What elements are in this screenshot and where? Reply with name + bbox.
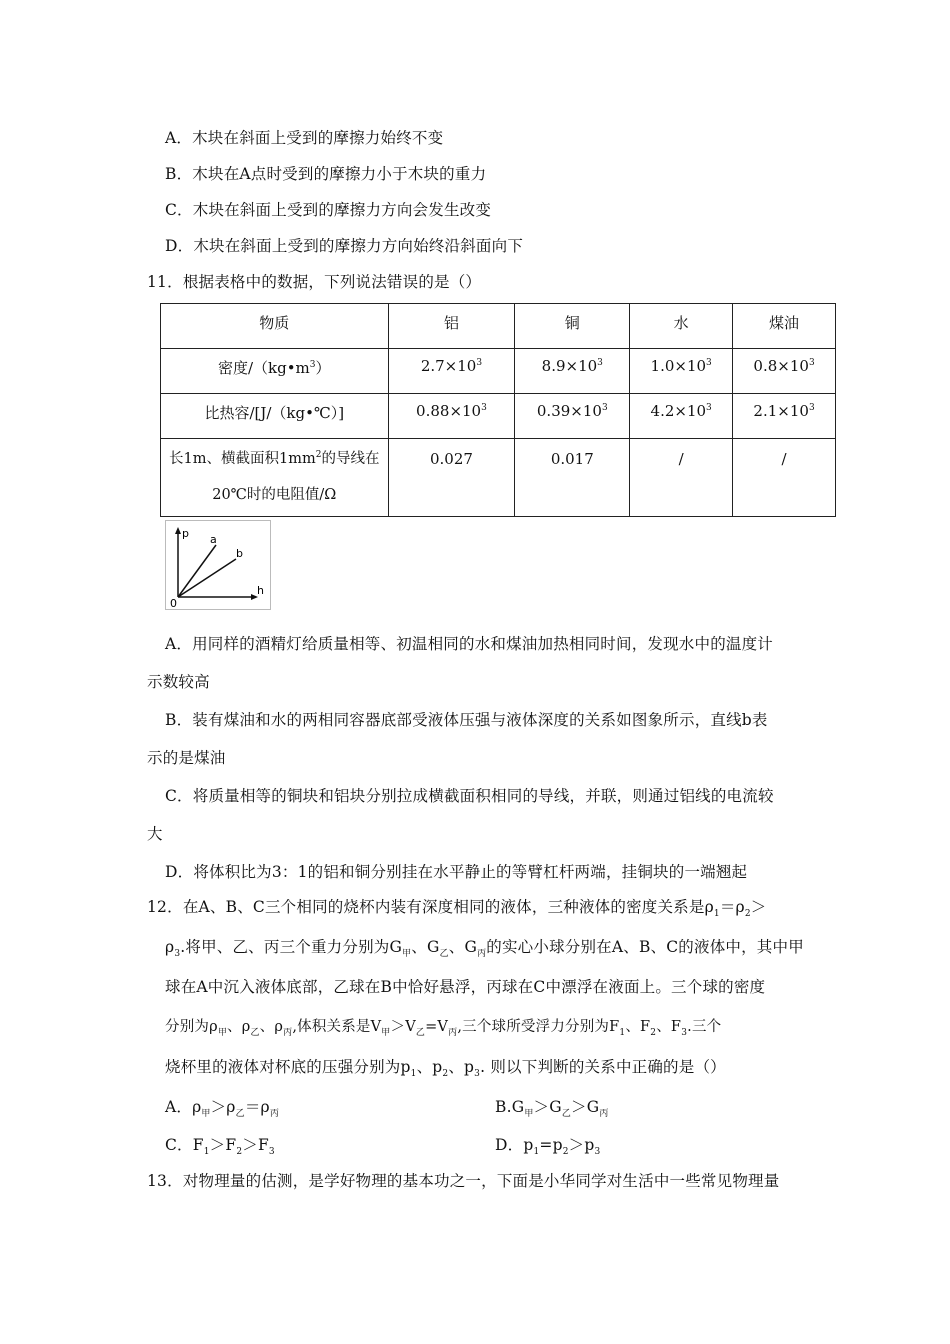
q11-option-b-line1: B．装有煤油和水的两相同容器底部受液体压强与液体深度的关系如图象所示，直线b表 (165, 711, 768, 729)
q11-option-b-line2: 示的是煤油 (147, 749, 226, 767)
heat-water: $4.2\times 10^3$ (630, 394, 733, 439)
q10-option-d: D．木块在斜面上受到的摩擦力方向始终沿斜面向下 (165, 237, 524, 255)
q10-option-c: C．木块在斜面上受到的摩擦力方向会发生改变 (165, 201, 492, 219)
header-substance: 物质 (161, 304, 389, 349)
table-row-density (161, 349, 836, 394)
heat-label: 比热容/[J/（kg•℃）] (161, 394, 389, 439)
q12-option-b: $B.G_甲>G_乙>G_丙$ (495, 1098, 609, 1120)
table-header-row (161, 304, 836, 349)
q10-option-b: B．木块在A点时受到的摩擦力小于木块的重力 (165, 165, 487, 183)
q12-stem-line5: 烧杯里的液体对杯底的压强分别为$p_1$、$p_2$、$p_3$. 则以下判断的关系中正确的是（） (165, 1058, 726, 1080)
pressure-depth-graph (165, 520, 271, 610)
density-water: $1.0\times 10^3$ (630, 349, 733, 394)
q12-stem-line2: $\rho_3$.将甲、乙、丙三个重力分别为$G_甲$、$G_乙$、$G_丙$的实心小球分别在A、B、C的液体中，其中甲 (165, 938, 804, 960)
resistance-copper: 0.017 (515, 439, 630, 517)
header-water: 水 (630, 304, 733, 349)
q10-option-a: A．木块在斜面上受到的摩擦力始终不变 (165, 129, 444, 147)
q12-stem-line4: 分别为$\rho_甲$、$\rho_乙$、$\rho_丙$,体积关系是$V_甲>V_乙=V_丙$,三个球所受浮力分别为$F_1$、$F_2$、$F_3$.三个 (165, 1019, 722, 1038)
y-axis-arrow-icon (175, 527, 181, 534)
x-axis-label: h (257, 584, 264, 597)
heat-kerosene: $2.1\times 10^3$ (733, 394, 836, 439)
q12-option-a: A．$\rho_甲>\rho_乙=\rho_丙$ (165, 1098, 280, 1120)
table-row-heat (161, 394, 836, 439)
data-table (160, 303, 836, 517)
q11-option-d: D．将体积比为3：1的铝和铜分别挂在水平静止的等臂杠杆两端，挂铜块的一端翘起 (165, 863, 748, 881)
q11-option-a-line2: 示数较高 (147, 673, 210, 691)
density-label: 密度$/(kg•m^3)$ (161, 349, 389, 394)
line-b-label: b (236, 547, 243, 560)
resistance-label: 长1m、横截面积$1mm^2$的导线在 20℃时的电阻值/Ω (161, 439, 389, 517)
q12-stem-line3: 球在A中沉入液体底部，乙球在B中恰好悬浮，丙球在C中漂浮在液面上。三个球的密度 (165, 978, 766, 996)
density-kerosene: $0.8\times 10^3$ (733, 349, 836, 394)
header-copper: 铜 (515, 304, 630, 349)
line-a-label: a (210, 533, 217, 546)
line-b (178, 559, 236, 597)
q12-option-d: D．$p_1=p_2>p_3$ (495, 1136, 601, 1158)
q11-option-a-line1: A．用同样的酒精灯给质量相等、初温相同的水和煤油加热相同时间，发现水中的温度计 (165, 635, 773, 653)
header-aluminum: 铝 (388, 304, 515, 349)
origin-label: 0 (170, 597, 177, 609)
heat-copper: $0.39\times 10^3$ (515, 394, 630, 439)
graph-svg (166, 521, 270, 609)
resistance-kerosene: / (733, 439, 836, 517)
header-kerosene: 煤油 (733, 304, 836, 349)
density-aluminum: $2.7\times 10^3$ (388, 349, 515, 394)
y-axis-label: p (182, 527, 189, 540)
heat-aluminum: $0.88\times 10^3$ (388, 394, 515, 439)
q12-stem-line1: 12．在A、B、C三个相同的烧杯内装有深度相同的液体，三种液体的密度关系是$\rho_1=\rho_2>$ (147, 898, 767, 920)
resistance-water: / (630, 439, 733, 517)
line-a (178, 545, 216, 597)
q11-stem: 11．根据表格中的数据，下列说法错误的是（） (147, 273, 482, 291)
table-row-resistance (161, 439, 836, 517)
density-copper: $8.9\times 10^3$ (515, 349, 630, 394)
q11-option-c-line1: C．将质量相等的铜块和铝块分别拉成横截面积相同的导线，并联，则通过铝线的电流较 (165, 787, 774, 805)
q11-option-c-line2: 大 (147, 825, 163, 843)
resistance-aluminum: 0.027 (388, 439, 515, 517)
q13-stem-line1: 13．对物理量的估测，是学好物理的基本功之一，下面是小华同学对生活中一些常见物理量 (147, 1172, 780, 1190)
q12-option-c: C．$F_1>F_2>F_3$ (165, 1136, 275, 1158)
